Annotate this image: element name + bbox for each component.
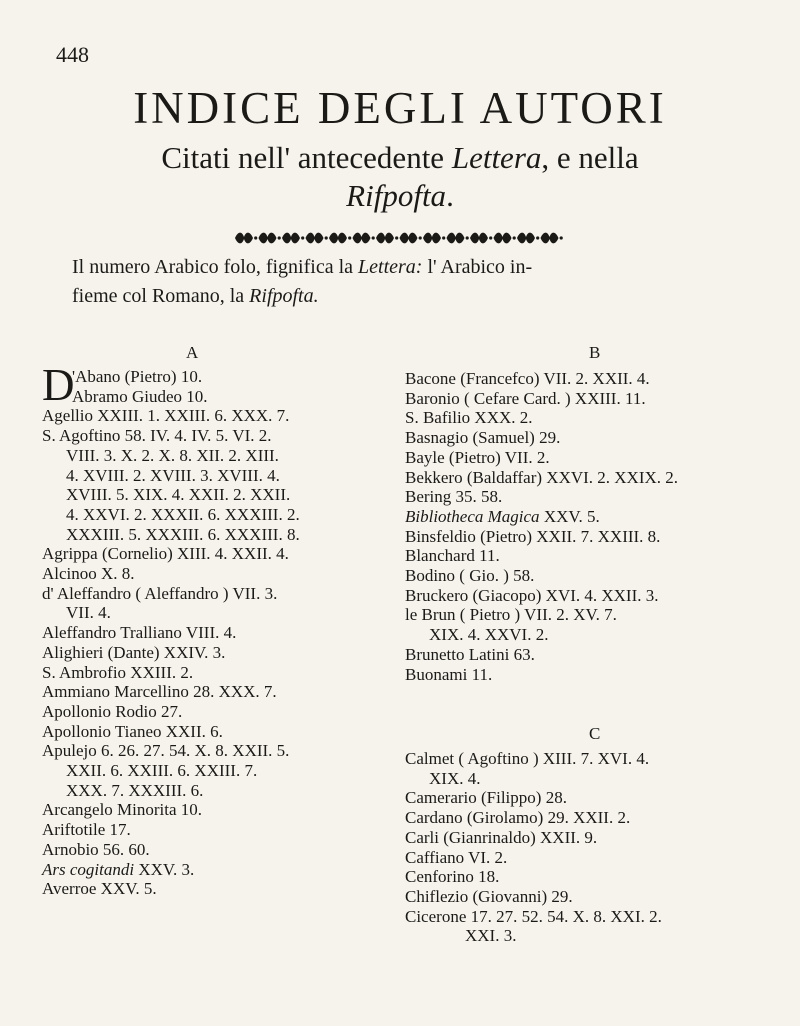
ornament-flourish: [400, 233, 418, 244]
ornament-dot: [348, 236, 351, 239]
index-entry: Averroe XXV. 5.: [42, 879, 157, 899]
ornament-flourish: [517, 233, 535, 244]
index-entry-continuation: XXX. 7. XXXIII. 6.: [66, 780, 204, 800]
section-letter-c: C: [589, 724, 601, 743]
note-lettera: Lettera:: [358, 256, 423, 278]
index-entry: le Brun ( Pietro ) VII. 2. XV. 7.: [405, 605, 617, 625]
index-entry: Carli (Gianrinaldo) XXII. 9.: [405, 827, 598, 847]
ornament-flourish: [306, 233, 324, 244]
entry-ref: XXV. 3.: [134, 859, 195, 879]
ornament-dot: [442, 236, 445, 239]
index-entry-continuation: XXXIII. 5. XXXIII. 6. XXXIII. 8.: [66, 524, 300, 544]
index-entry: Arnobio 56. 60.: [42, 839, 150, 859]
ornament-flourish: [494, 233, 512, 244]
ornament-dot: [301, 236, 304, 239]
index-entry: Baronio ( Cefare Card. ) XXIII. 11.: [405, 388, 646, 408]
entry-italic-title: Bibliotheca Magica: [405, 506, 540, 526]
entry-italic-title: Ars cogitandi: [42, 859, 135, 879]
index-entry-continuation: XIX. 4.: [429, 768, 481, 788]
subtitle-line-1: [0, 140, 800, 176]
ornament-flourish: [235, 233, 253, 244]
subtitle-risposta: Rifpofta: [346, 178, 447, 213]
index-entry: [405, 507, 795, 527]
subtitle-line-2: [0, 178, 800, 214]
ornament-dot: [419, 236, 422, 239]
ornament-dot: [489, 236, 492, 239]
index-entry: Ammiano Marcellino 28. XXX. 7.: [42, 682, 277, 702]
index-entry-continuation: XXI. 3.: [465, 926, 517, 946]
index-entry: Caffiano VI. 2.: [405, 847, 508, 867]
subtitle-lettera: Lettera: [451, 140, 542, 175]
index-entry: Bruckero (Giacopo) XVI. 4. XXII. 3.: [405, 585, 659, 605]
index-column-b: [405, 369, 795, 684]
index-entry-continuation: VIII. 3. X. 2. X. 8. XII. 2. XIII.: [66, 445, 279, 465]
subtitle-text: Citati nell' antecedente: [161, 140, 445, 175]
index-entry: Arcangelo Minorita 10.: [42, 800, 203, 820]
index-entry: Buonami 11.: [405, 664, 493, 684]
ornament-dot: [536, 236, 539, 239]
note-risposta: Rifpofta.: [249, 285, 319, 307]
index-entry: Ariftotile 17.: [42, 820, 131, 840]
index-entry-continuation: VII. 4.: [66, 603, 111, 623]
index-entry: Aleffandro Tralliano VIII. 4.: [42, 623, 237, 643]
index-entry: Alcinoo X. 8.: [42, 564, 135, 584]
ornament-dot: [254, 236, 257, 239]
ornament-flourish: [423, 233, 441, 244]
index-entry: Agellio XXIII. 1. XXIII. 6. XXX. 7.: [42, 406, 290, 426]
ornament-dot: [372, 236, 375, 239]
ornament-dot: [513, 236, 516, 239]
index-entry-continuation: XXII. 6. XXIII. 6. XXIII. 7.: [66, 761, 258, 781]
index-entry: Binsfeldio (Pietro) XXII. 7. XXIII. 8.: [405, 526, 661, 546]
index-entry: Cardano (Girolamo) 29. XXII. 2.: [405, 808, 631, 828]
index-entry: d' Aleffandro ( Aleffandro ) VII. 3.: [42, 583, 278, 603]
ornament-dot: [395, 236, 398, 239]
index-entry-continuation: 4. XXVI. 2. XXXII. 6. XXXIII. 2.: [66, 504, 300, 524]
entry-ref: XXV. 5.: [539, 506, 600, 526]
index-entry: S. Bafilio XXX. 2.: [405, 408, 533, 428]
note-line-1: [72, 253, 752, 282]
ornament-flourish: [259, 233, 277, 244]
index-entry: Blanchard 11.: [405, 546, 500, 566]
index-entry: Brunetto Latini 63.: [405, 644, 535, 664]
index-column-c: [405, 749, 795, 946]
ornament-dot: [560, 236, 563, 239]
index-entry-continuation: XIX. 4. XXVI. 2.: [429, 625, 549, 645]
index-entry: Abramo Giudeo 10.: [72, 386, 208, 406]
decorative-ornament: [232, 230, 567, 246]
ornament-flourish: [447, 233, 465, 244]
note-line-2: [72, 282, 752, 311]
ornament-flourish: [541, 233, 559, 244]
index-entry: S. Agoftino 58. IV. 4. IV. 5. VI. 2.: [42, 426, 272, 446]
ornament-dot: [466, 236, 469, 239]
index-entry: Bacone (Francefco) VII. 2. XXII. 4.: [405, 369, 650, 388]
index-entry: S. Ambrofio XXIII. 2.: [42, 662, 194, 682]
ornament-flourish: [353, 233, 371, 244]
explanatory-note: [72, 253, 752, 311]
index-entry: Bering 35. 58.: [405, 487, 503, 507]
ornament-flourish: [282, 233, 300, 244]
ornament-dot: [325, 236, 328, 239]
note-part-2: l' Arabico in-: [427, 256, 533, 278]
index-entry: Apulejo 6. 26. 27. 54. X. 8. XXII. 5.: [42, 741, 290, 761]
ornament-dot: [278, 236, 281, 239]
ornament-flourish: [376, 233, 394, 244]
ornament-flourish: [329, 233, 347, 244]
note-part-1: Il numero Arabico folo, fignifica la: [72, 256, 354, 278]
index-entry: Bodino ( Gio. ) 58.: [405, 566, 535, 586]
index-entry-continuation: 4. XVIII. 2. XVIII. 3. XVIII. 4.: [66, 465, 280, 485]
index-entry: Apollonio Rodio 27.: [42, 701, 183, 721]
ornament-flourish: [470, 233, 488, 244]
index-entry: [42, 860, 382, 880]
subtitle-line2-end: .: [446, 178, 454, 213]
index-entry: Bekkero (Baldaffar) XXVI. 2. XXIX. 2.: [405, 467, 679, 487]
index-entry: Apollonio Tianeo XXII. 6.: [42, 721, 223, 741]
index-entry: Chiflezio (Giovanni) 29.: [405, 886, 573, 906]
index-entry: Basnagio (Samuel) 29.: [405, 428, 561, 448]
drop-cap: D: [42, 360, 75, 410]
index-entry: Camerario (Filippo) 28.: [405, 788, 567, 808]
subtitle-line1-end: , e nella: [541, 140, 639, 175]
entry-text: 'Abano (Pietro) 10.: [72, 367, 203, 386]
index-entry: Alighieri (Dante) XXIV. 3.: [42, 642, 226, 662]
index-entry-continuation: XVIII. 5. XIX. 4. XXII. 2. XXII.: [66, 485, 291, 505]
page-number: 448: [56, 42, 89, 67]
section-letter-b: B: [589, 343, 601, 362]
section-letter-a: A: [186, 343, 199, 362]
index-entry: Calmet ( Agoftino ) XIII. 7. XVI. 4.: [405, 749, 650, 768]
note-part-3: fieme col Romano, la: [72, 285, 245, 307]
index-entry: Agrippa (Cornelio) XIII. 4. XXII. 4.: [42, 544, 289, 564]
index-column-a: [42, 360, 382, 899]
index-entry: Bayle (Pietro) VII. 2.: [405, 447, 550, 467]
index-entry: Cicerone 17. 27. 52. 54. X. 8. XXI. 2.: [405, 906, 662, 926]
page-title: INDICE DEGLI AUTORI: [133, 83, 667, 133]
index-entry: Cenforino 18.: [405, 867, 500, 887]
